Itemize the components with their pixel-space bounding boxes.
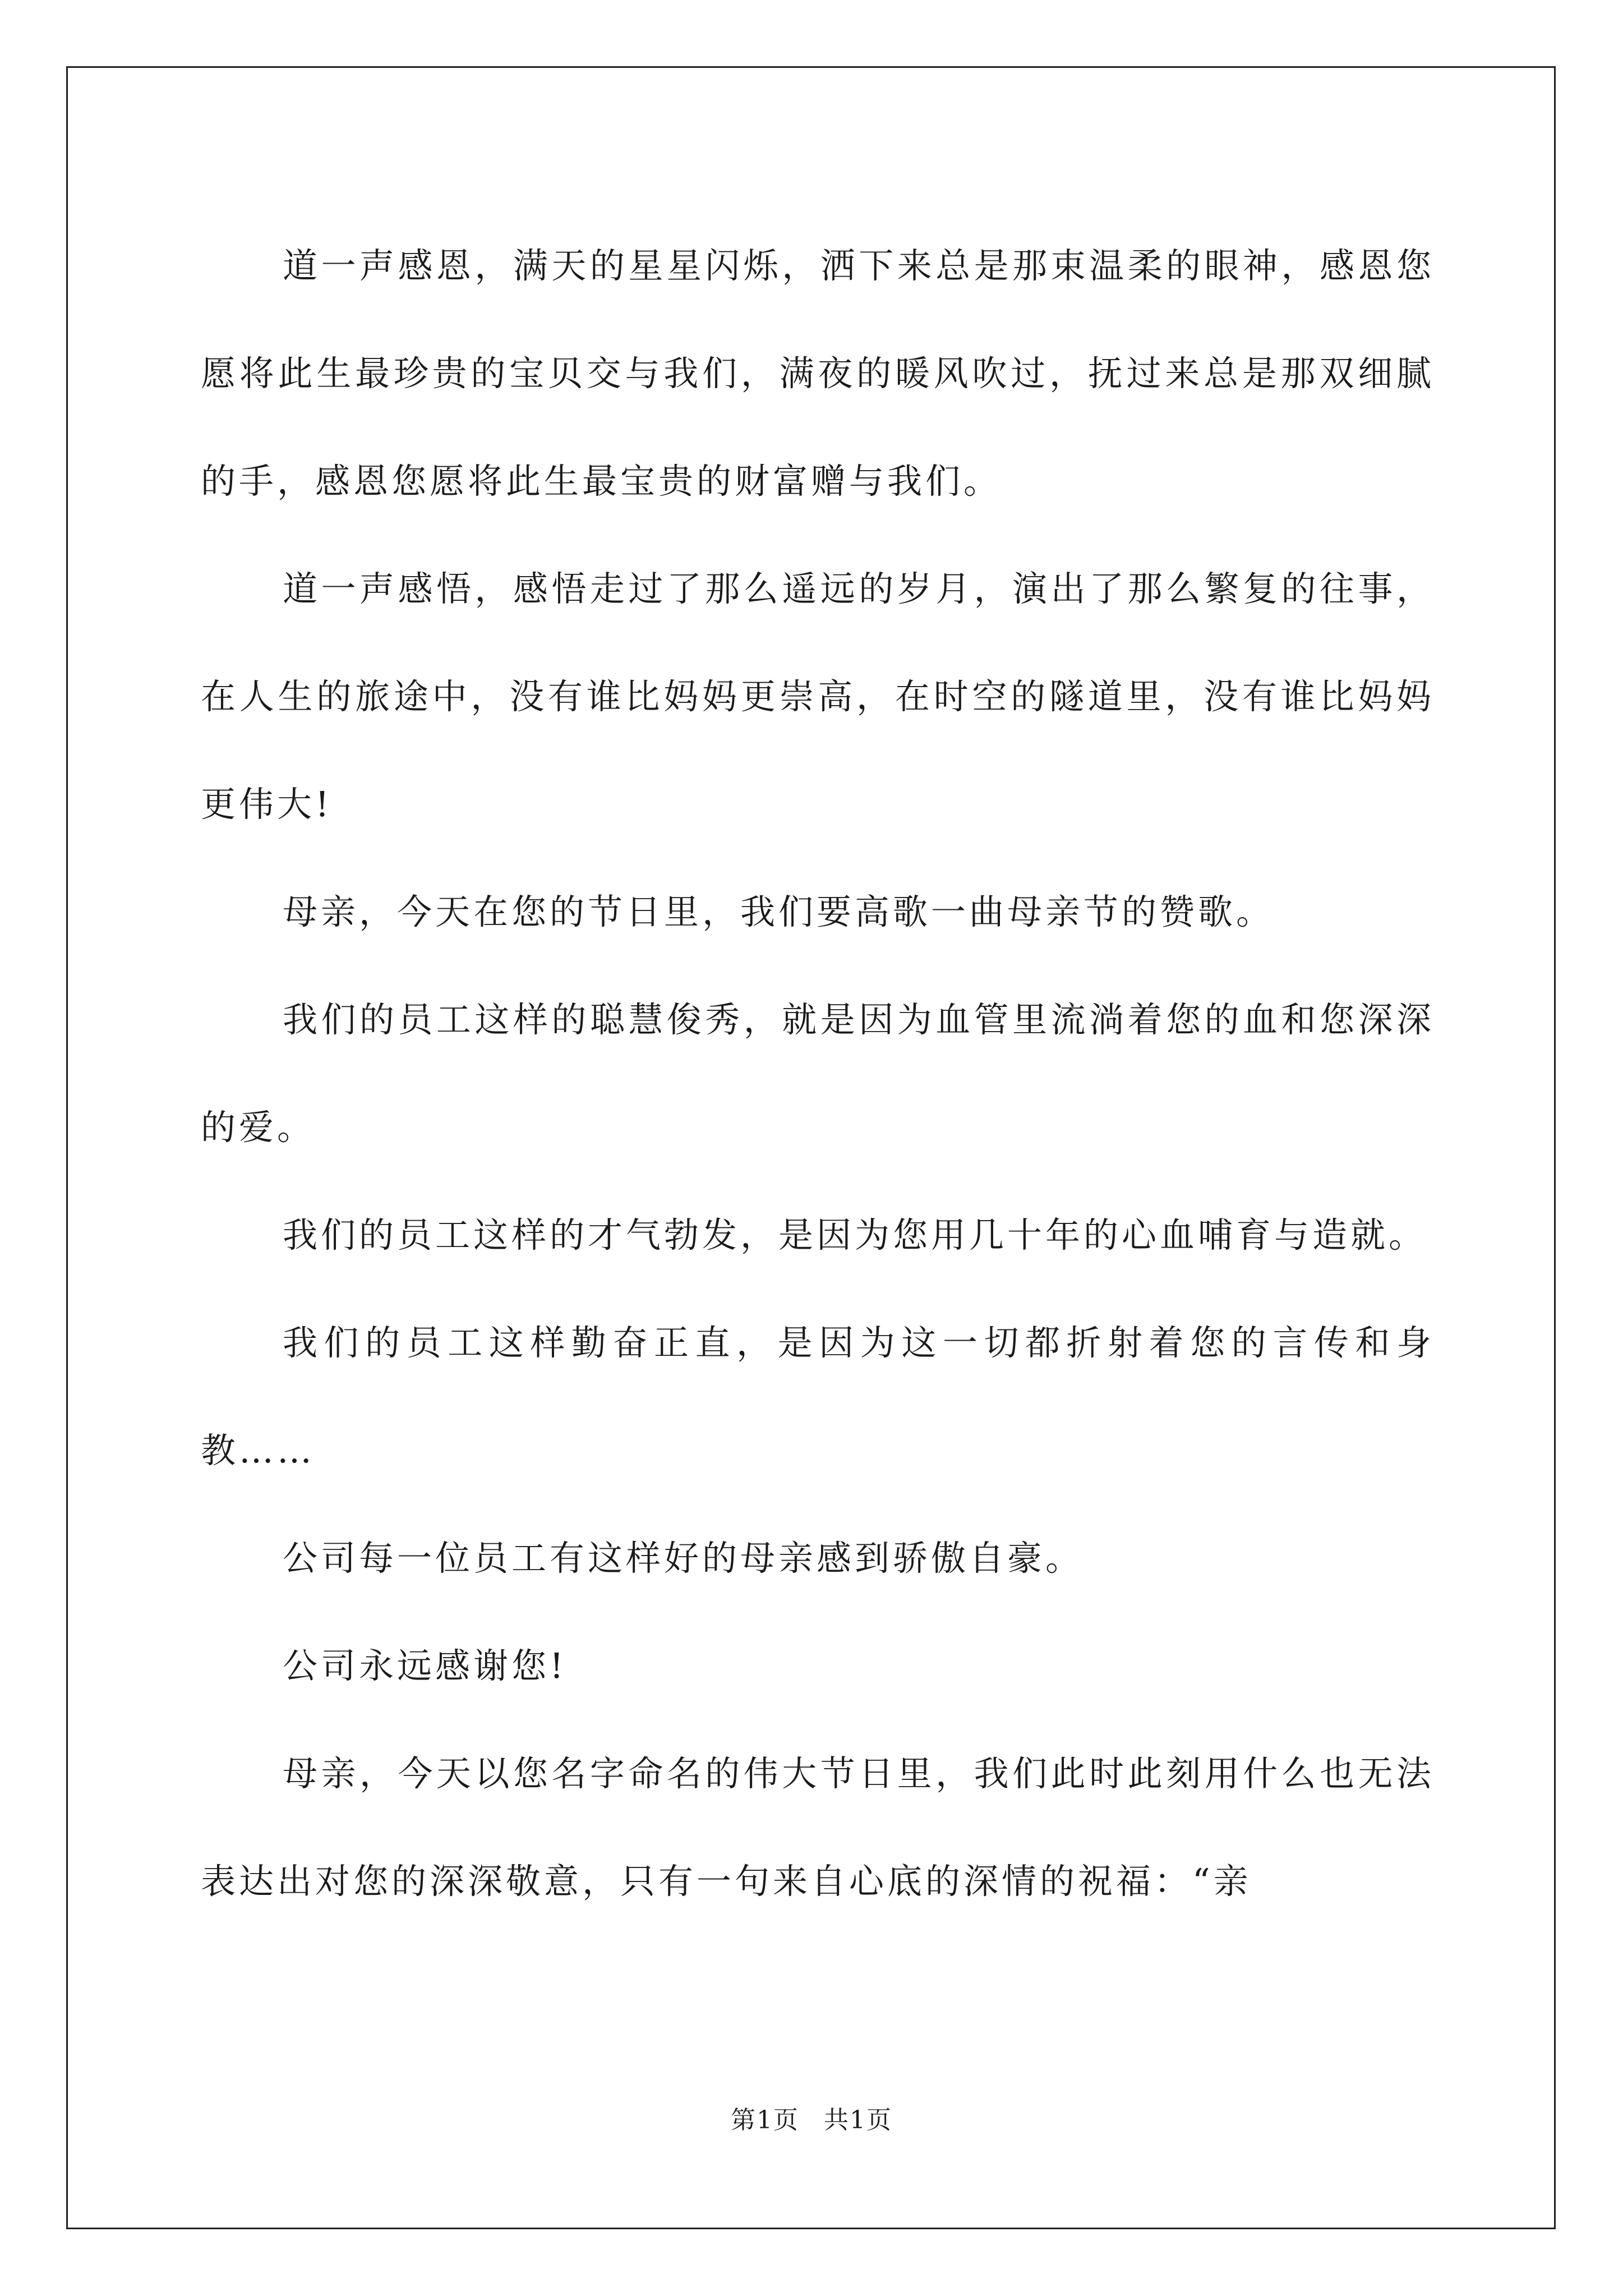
paragraph-9: 母亲，今天以您名字命名的伟大节日里，我们此时此刻用什么也无法表达出对您的深深敬意，只有一句来自心底的深情的祝福：“亲 — [201, 1753, 1435, 1902]
paragraph-8: 公司永远感谢您! — [283, 1645, 567, 1686]
document-body — [201, 212, 1435, 1935]
paragraph-6: 我们的员工这样勤奋正直，是因为这一切都折射着您的言传和身教…… — [201, 1322, 1435, 1471]
paragraph-2: 道一声感悟，感悟走过了那么遥远的岁月，演出了那么繁复的往事，在人生的旅途中，没有谁比妈妈更崇高，在时空的隧道里，没有谁比妈妈更伟大! — [201, 568, 1435, 825]
page-total: 共1页 — [824, 2106, 892, 2134]
paragraph-1: 道一声感恩，满天的星星闪烁，洒下来总是那束温柔的眼神，感恩您愿将此生最珍贵的宝贝交与我们，满夜的暖风吹过，抚过来总是那双细腻的手，感恩您愿将此生最宝贵的财富赠与我们。 — [201, 245, 1435, 501]
paragraph-5: 我们的员工这样的才气勃发，是因为您用几十年的心血哺育与造就。 — [283, 1214, 1427, 1255]
paragraph-4: 我们的员工这样的聪慧俊秀，就是因为血管里流淌着您的血和您深深的爱。 — [201, 999, 1435, 1148]
paragraph-3: 母亲，今天在您的节日里，我们要高歌一曲母亲节的赞歌。 — [283, 891, 1275, 932]
page-number: 第1页 — [731, 2106, 799, 2134]
paragraph-7: 公司每一位员工有这样好的母亲感到骄傲自豪。 — [283, 1538, 1084, 1579]
page-footer — [0, 2104, 1623, 2137]
